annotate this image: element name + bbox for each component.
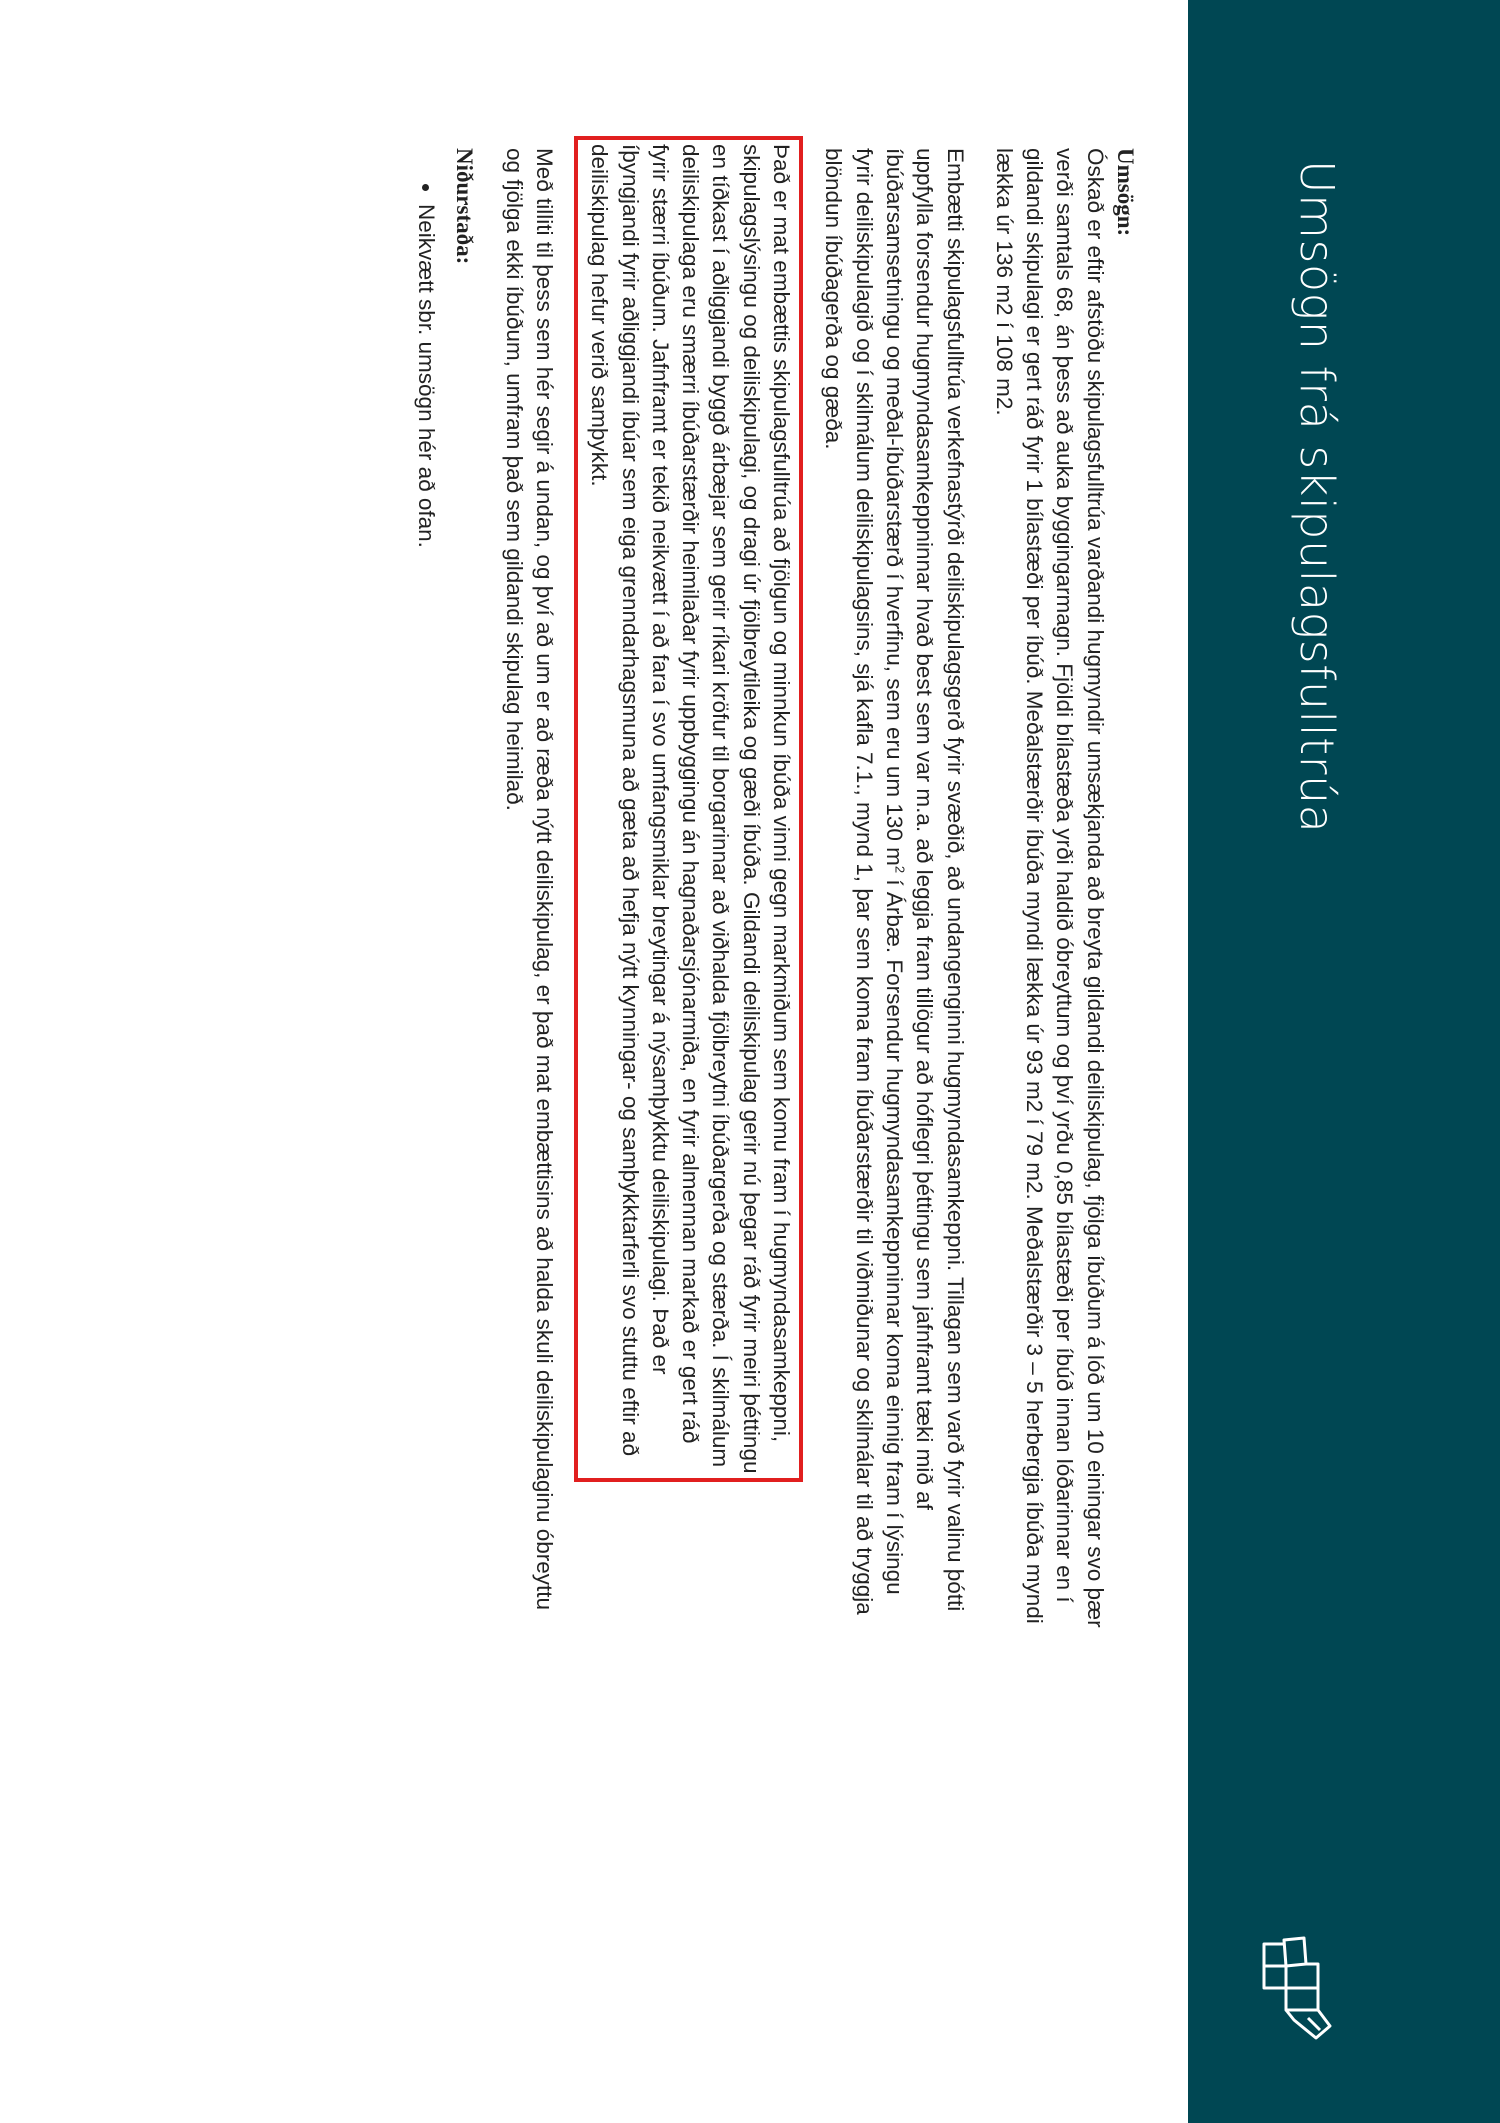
umsogn-heading: Umsögn: xyxy=(1113,148,1138,237)
umsogn-section xyxy=(989,148,1140,1628)
reykjavik-logo xyxy=(1240,1930,1360,2050)
nidurstada-heading: Niðurstaða: xyxy=(452,148,478,265)
result-list xyxy=(411,148,441,1628)
nidurstada-section xyxy=(449,148,479,1628)
paragraph-request: Óskað er eftir afstöðu skipulagsfulltrúa varðandi hugmyndir umsækjanda að breyta gildandi deiliskipulag, fjölga íbúðum á lóð um 10 einingar svo þær verði samtals 68, án þess að auka byggingarmagn. Fjöldi bílastæða yrði haldið óbreyttum og því yrðu 0,85 bílastæði per íbúð innan lóðarinnar en í gildandi skipulagi er gert ráð fyrir 1 bílastæði per íbúð. Meðalstærðir íbúða myndi lækka úr 93 m2 í 79 m2. Meðalstærðir 3 – 5 herbergja íbúða myndi lækka úr 136 m2 í 108 m2. xyxy=(991,148,1108,1628)
paragraph-conclusion: Með tilliti til þess sem hér segir á undan, og því að um er að ræða nýtt deiliskipulag, er það mat embættisins að halda skuli deiliskipulaginu óbreyttu og fjölga ekki íbúðum, umfram það sem gildandi skipulag heimilað. xyxy=(501,148,557,1611)
document-body xyxy=(411,144,1140,1628)
paragraph-competition-a: Embætti skipulagsfulltrúa verkefnastýrði deiliskipulagsgerð fyrir svæðið, að undangenginni hugmyndasamkeppni. Tillagan sem varð fyrir valinu þótti uppfylla forsendur hugmyndasamkeppninnar hvað best sem var m.a. að leggja fram tillögur að hóflegri þéttingu sem jafnframt tæki mið af íbúðarsamsetningu og meðal-íbúðarstærð í hverfinu, sem eru um 130 m xyxy=(881,148,968,1612)
highlighted-assessment: Það er mat embættis skipulagsfulltrúa að fjölgun og minnkun íbúða vinni gegn markmiðum sem komu fram í hugmyndasamkeppni, skipulagslýsingu og deiliskipulagi, og dragi úr fjölbreytileika og gæði íbúða. Gildandi deiliskipulag gerir nú þegar ráð fyrir meiri þéttingu en tíðkast í aðliggjandi byggð árbæjar sem gerir ríkari kröfur til borgarinnar að viðhalda fjölbreytni íbúðargerða og stærða. Í skilmálum deiliskipulaga eru smærri íbúðarstærðir heimilaðar fyrir uppbyggingu án hagnaðarsjónarmiða, en fyrir almennan markað er gert ráð fyrir stærri íbúðum. Jafnframt er tekið neikvætt í að fara í svo umfangsmiklar breytingar á nýsamþykktu deiliskipulagi. Það er íþyngjandi fyrir aðliggjandi íbúar sem eiga grenndarhagsmuna að gæta að hefja nýtt kynningar- og samþykktarferli svo stuttu eftir að deiliskipulag hefur verið samþykkt. xyxy=(578,140,799,1478)
paragraph-competition-b: í Árbæ. Forsendur hugmyndasamkeppninnar koma einnig fram í lýsingu fyrir deiliskipulagið og í skilmálum deiliskipulagsins, sjá kafla 7.1., mynd 1, þar sem koma fram íbúðarstærðir til viðmiðunar og skilmálar til að tryggja blöndun íbúðagerða og gæða. xyxy=(821,148,907,1615)
superscript-2: 2 xyxy=(892,865,908,874)
paragraph-competition xyxy=(818,148,969,1628)
page-title: Umsögn frá skipulagsfulltrúa xyxy=(1290,160,1344,834)
result-item: • Neikvætt sbr. umsögn hér að ofan. xyxy=(411,204,441,1628)
title-rail xyxy=(1188,0,1500,2123)
